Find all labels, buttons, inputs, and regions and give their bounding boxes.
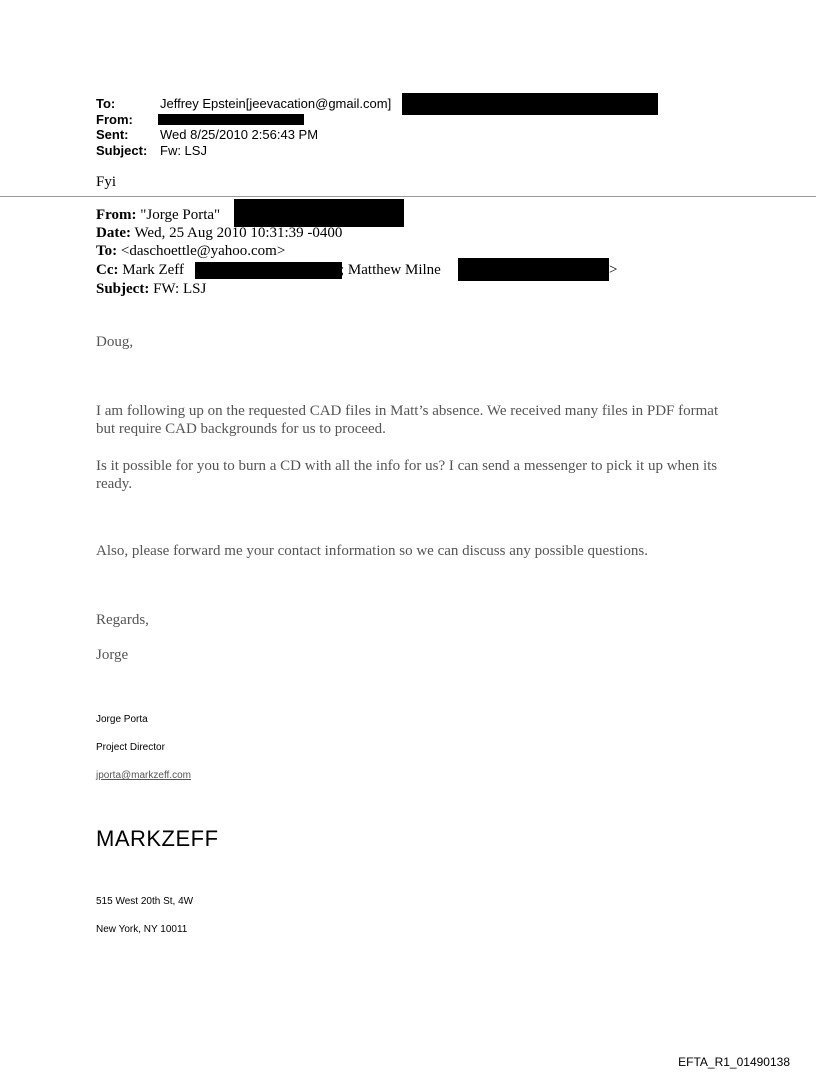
paragraph-2: Is it possible for you to burn a CD with all the info for us? I can send a messenger to pick it up when its ready. xyxy=(96,458,718,492)
inner-to-label: To: xyxy=(96,243,118,259)
inner-from-row xyxy=(96,207,220,224)
sender-name: Jorge xyxy=(96,647,129,663)
divider xyxy=(0,196,816,197)
inner-date-label: Date: xyxy=(96,225,131,241)
redaction-block xyxy=(234,199,404,227)
inner-cc-name2: ; Matthew Milne xyxy=(340,262,441,278)
inner-cc-end: > xyxy=(609,262,618,278)
inner-to-value: <daschoettle@yahoo.com> xyxy=(120,243,286,259)
to-value: Jeffrey Epstein[jeevacation@gmail.com] xyxy=(160,96,392,111)
inner-subject-value: FW: LSJ xyxy=(153,281,207,297)
subject-value: Fw: LSJ xyxy=(160,143,207,158)
inner-date-row xyxy=(96,225,342,242)
inner-cc-row xyxy=(96,262,184,279)
regards: Regards, xyxy=(96,612,149,628)
inner-cc-name2-row xyxy=(340,262,441,279)
document-id: EFTA_R1_01490138 xyxy=(678,1055,790,1069)
signature-email xyxy=(96,770,191,781)
inner-cc-end-row xyxy=(609,262,617,279)
redaction-block xyxy=(158,114,304,125)
from-label: From: xyxy=(96,112,133,127)
signature-title: Project Director xyxy=(96,742,165,753)
to-label: To: xyxy=(96,96,116,111)
paragraph-1: I am following up on the requested CAD files in Matt’s absence. We received many files in PDF format but require CAD backgrounds for us to proceed. xyxy=(96,403,719,437)
email-link[interactable]: jporta@markzeff.com xyxy=(96,770,191,781)
inner-from-value: "Jorge Porta" xyxy=(140,207,221,223)
fyi-text: Fyi xyxy=(96,174,117,190)
redaction-block xyxy=(458,258,609,281)
inner-from-label: From: xyxy=(96,207,137,223)
signature-name: Jorge Porta xyxy=(96,714,148,725)
inner-cc-label: Cc: xyxy=(96,262,119,278)
redaction-block xyxy=(402,93,658,115)
sent-label: Sent: xyxy=(96,127,129,142)
redaction-block xyxy=(195,262,342,279)
address-line-2: New York, NY 10011 xyxy=(96,924,188,935)
inner-to-row xyxy=(96,243,285,260)
inner-date-value: Wed, 25 Aug 2010 10:31:39 -0400 xyxy=(134,225,343,241)
inner-subject-label: Subject: xyxy=(96,281,150,297)
subject-label: Subject: xyxy=(96,143,148,158)
address-line-1: 515 West 20th St, 4W xyxy=(96,896,194,907)
paragraph-3: Also, please forward me your contact information so we can discuss any possible questions. xyxy=(96,543,648,559)
inner-subject-row xyxy=(96,281,206,298)
inner-cc-name1: Mark Zeff xyxy=(122,262,185,278)
company-logo-text: MARKZEFF xyxy=(96,826,219,851)
sent-value: Wed 8/25/2010 2:56:43 PM xyxy=(160,127,319,142)
greeting: Doug, xyxy=(96,334,134,350)
